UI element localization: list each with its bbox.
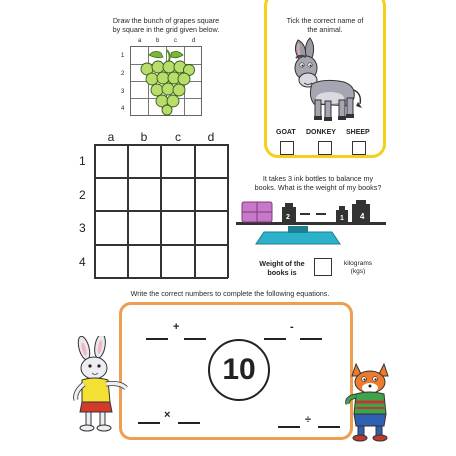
option-goat-label: GOAT: [276, 129, 296, 136]
equation1-blank1[interactable]: [146, 338, 168, 340]
grapes-instruction-line2: by square in the grid given below.: [112, 25, 220, 34]
equation4-blank2[interactable]: [318, 426, 340, 428]
weight-2-label: 2: [286, 214, 290, 221]
bunny-illustration: [70, 336, 130, 436]
ink-question-line1: It takes 3 ink bottles to balance my: [262, 174, 374, 183]
option-donkey-checkbox[interactable]: [318, 141, 332, 155]
animal-instruction-line1: Tick the correct name of: [286, 16, 364, 25]
unit-label-line1: kilograms: [343, 260, 373, 267]
big-grid-col-c: c: [175, 130, 181, 144]
animal-instruction: [268, 16, 382, 34]
mini-grid-col-d: d: [192, 38, 196, 44]
weight-4-label: 4: [360, 212, 365, 221]
equation1-blank2[interactable]: [184, 338, 206, 340]
option-donkey-label: DONKEY: [306, 129, 336, 136]
unit-label: [336, 260, 380, 276]
mini-grid-col-b: b: [156, 38, 160, 44]
ink-question: [236, 174, 400, 192]
fox-illustration: [344, 360, 396, 444]
big-grid-row-2: 2: [79, 188, 86, 202]
donkey-illustration: [284, 36, 364, 124]
equation3-blank2[interactable]: [178, 422, 200, 424]
mini-grid-row-3: 3: [121, 89, 125, 95]
equations-instruction: Write the correct numbers to complete the following equations.: [130, 289, 330, 298]
multiply-operator: ×: [164, 409, 171, 421]
option-sheep-label: SHEEP: [346, 129, 370, 136]
grapes-illustration: [131, 47, 203, 117]
ink-question-line2: books. What is the weight of my books?: [254, 183, 382, 192]
big-grid-col-d: d: [207, 130, 215, 144]
big-grid-col-a: a: [107, 130, 115, 144]
option-goat-checkbox[interactable]: [280, 141, 294, 155]
answer-label: [254, 259, 310, 277]
balance-scale-illustration: [236, 198, 386, 250]
unit-label-line2: (kgs): [350, 268, 366, 275]
equation2-blank2[interactable]: [300, 338, 322, 340]
big-grid-row-1: 1: [79, 154, 86, 168]
mini-grid-row-1: 1: [121, 53, 125, 59]
grapes-instruction-line1: Draw the bunch of grapes square: [112, 16, 220, 25]
equation3-blank1[interactable]: [138, 422, 160, 424]
big-grid-col-b: b: [140, 130, 148, 144]
divide-operator: ÷: [305, 414, 312, 426]
target-number-circle: [208, 339, 270, 401]
weight-1-label: 1: [340, 215, 344, 222]
plus-operator: +: [173, 321, 180, 333]
answer-label-line1: Weight of the: [259, 259, 305, 268]
animal-instruction-line2: the animal.: [307, 25, 343, 34]
minus-operator: -: [290, 321, 294, 333]
big-grid-row-4: 4: [79, 255, 86, 269]
equation4-blank1[interactable]: [278, 426, 300, 428]
grapes-instruction: [86, 16, 246, 34]
weight-answer-box[interactable]: [314, 258, 332, 276]
mini-grid-row-2: 2: [121, 71, 125, 77]
equation2-blank1[interactable]: [264, 338, 286, 340]
mini-grid-row-4: 4: [121, 106, 125, 112]
mini-grid-col-a: a: [138, 38, 142, 44]
big-grid-row-3: 3: [79, 221, 86, 235]
answer-label-line2: books is: [267, 268, 297, 277]
option-sheep-checkbox[interactable]: [352, 141, 366, 155]
drawing-grid[interactable]: [94, 144, 228, 278]
grapes-reference-grid: [130, 46, 202, 116]
target-number: 10: [222, 353, 256, 386]
mini-grid-col-c: c: [174, 38, 177, 44]
